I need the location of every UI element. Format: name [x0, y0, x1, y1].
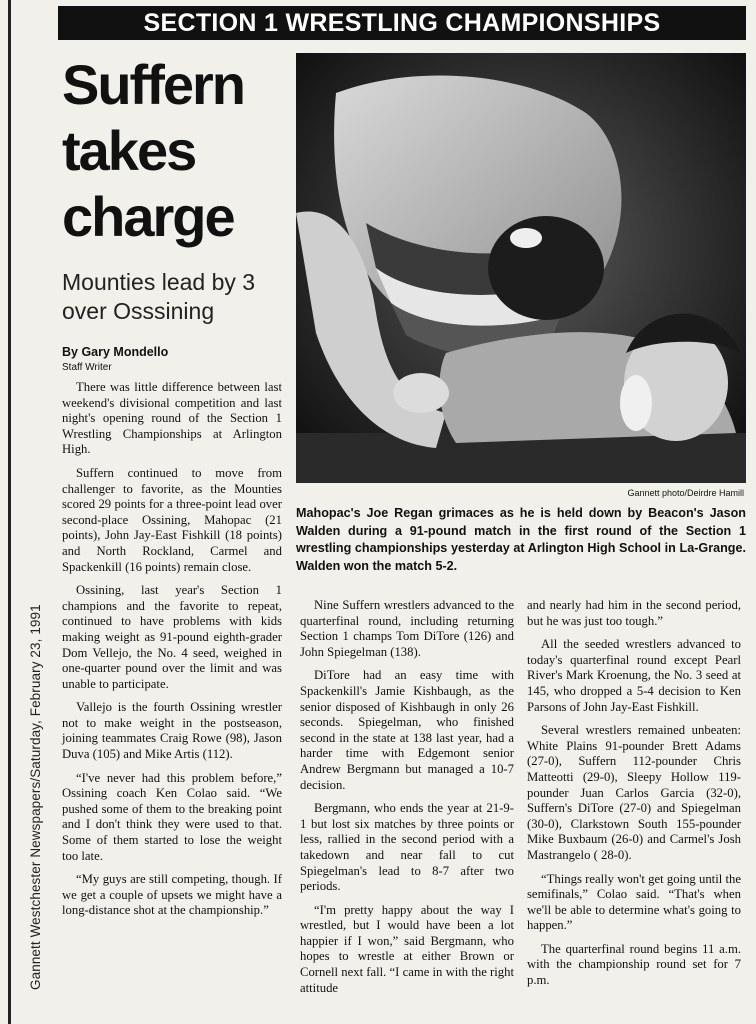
photo-credit: Gannett photo/Deirdre Hamill [627, 488, 744, 498]
article-column-1 [62, 380, 282, 927]
folio-credit-text: Gannett Westchester Newspapers/Saturday, February 23, 1991 [28, 604, 43, 990]
paragraph: Vallejo is the fourth Ossining wrestler not to make weight in the postseason, joining teammates Craig Rowe (98), Jason Duva (105) and Mike Artis (112). [62, 700, 282, 762]
paragraph: “My guys are still competing, though. If we get a couple of upsets we might have a long-distance shot at the championship.” [62, 872, 282, 918]
article-column-3 [527, 598, 741, 997]
headline: Suffern takes charge [62, 53, 244, 248]
paragraph: The quarterfinal round begins 11 a.m. with the championship round set for 7 p.m. [527, 941, 741, 988]
paragraph: Several wrestlers remained unbeaten: White Plains 91-pounder Brett Adams (27-0), Suffern 112-pounder Chris Matteotti (29-0), Sleepy Hollow 119-pounder Juan Carlos Garcia (32-0), Suffern's DiTore (27-0) and Spiegelman (30-0), Clarkstown South 155-pounder Mike Buxbaum (26-0) and Carmel's Josh Mastrangelo ( 28-0). [527, 723, 741, 862]
subheadline: Mounties lead by 3 over Osssining [62, 269, 256, 324]
wrestling-photo [296, 53, 746, 483]
byline: By Gary Mondello [62, 345, 169, 359]
paragraph: DiTore had an easy time with Spackenkill's Jamie Kishbaugh, as the senior disposed of Kishbaugh in only 26 seconds. Spiegelman, who finished second in the state at 138 last year, had a harder time with Edgemont senior Andrew Bergmann but managed a 10-7 decision. [300, 668, 514, 792]
page-edge-rule [8, 0, 11, 1024]
paragraph: Nine Suffern wrestlers advanced to the quarterfinal round, including returning Section 1 champs Tom DiTore (126) and John Spiegelman (138). [300, 598, 514, 659]
paragraph: “Things really won't get going until the semifinals,” Colao said. “That's when we'll be able to determine what's going to happen.” [527, 871, 741, 933]
section-banner: SECTION 1 WRESTLING CHAMPIONSHIPS [58, 6, 746, 40]
paragraph: There was little difference between last weekend's divisional competition and last night's opening round of the Section 1 Wrestling Championships at Arlington High. [62, 380, 282, 457]
byline-title: Staff Writer [62, 362, 112, 373]
wrestling-photo-image [296, 53, 746, 483]
article-column-2 [300, 598, 514, 1004]
photo-caption: Mahopac's Joe Regan grimaces as he is held down by Beacon's Jason Walden during a 91-pound match in the first round of the Section 1 wrestling championships yesterday at Arlington High School in La-Grange. Walden won the match 5-2. [296, 506, 746, 573]
paragraph: “I've never had this problem before,” Ossining coach Ken Colao said. “We pushed some of them to the breaking point and I don't think they were used to that. Some of them started to lose the weight too late. [62, 770, 282, 863]
paragraph: and nearly had him in the second period, but he was just too tough.” [527, 598, 741, 628]
paragraph: Suffern continued to move from challenger to favorite, as the Mounties scored 29 points for a three-point lead over second-place Ossining, Mahopac (21 points), John Jay-East Fishkill (18 points) and North Rockland, Carmel and Spackenkill (16 points) remain close. [62, 465, 282, 574]
paragraph: All the seeded wrestlers advanced to today's quarterfinal round except Pearl River's Mark Kroenung, the No. 3 seed at 145, who dropped a 5-4 decision to Ken Parsons of John Jay-East Fishkill. [527, 637, 741, 714]
paragraph: Bergmann, who ends the year at 21-9-1 but lost six matches by three points or less, rallied in the second period with a takedown and near fall to cut Spiegelman's lead to 8-7 after two periods. [300, 801, 514, 894]
paragraph: Ossining, last year's Section 1 champions and the favorite to repeat, continued to have problems with kids making weight as 91-pound eighth-grader Dom Vellejo, the No. 4 seed, weighed in one-quarter pound over the limit and was unable to participate. [62, 583, 282, 691]
paragraph: “I'm pretty happy about the way I wrestled, but I would have been a lot happier if I won,” said Bergmann, who hopes to wrestle at either Brown or Cornell next fall. “I came in with the right attitude [300, 902, 514, 995]
